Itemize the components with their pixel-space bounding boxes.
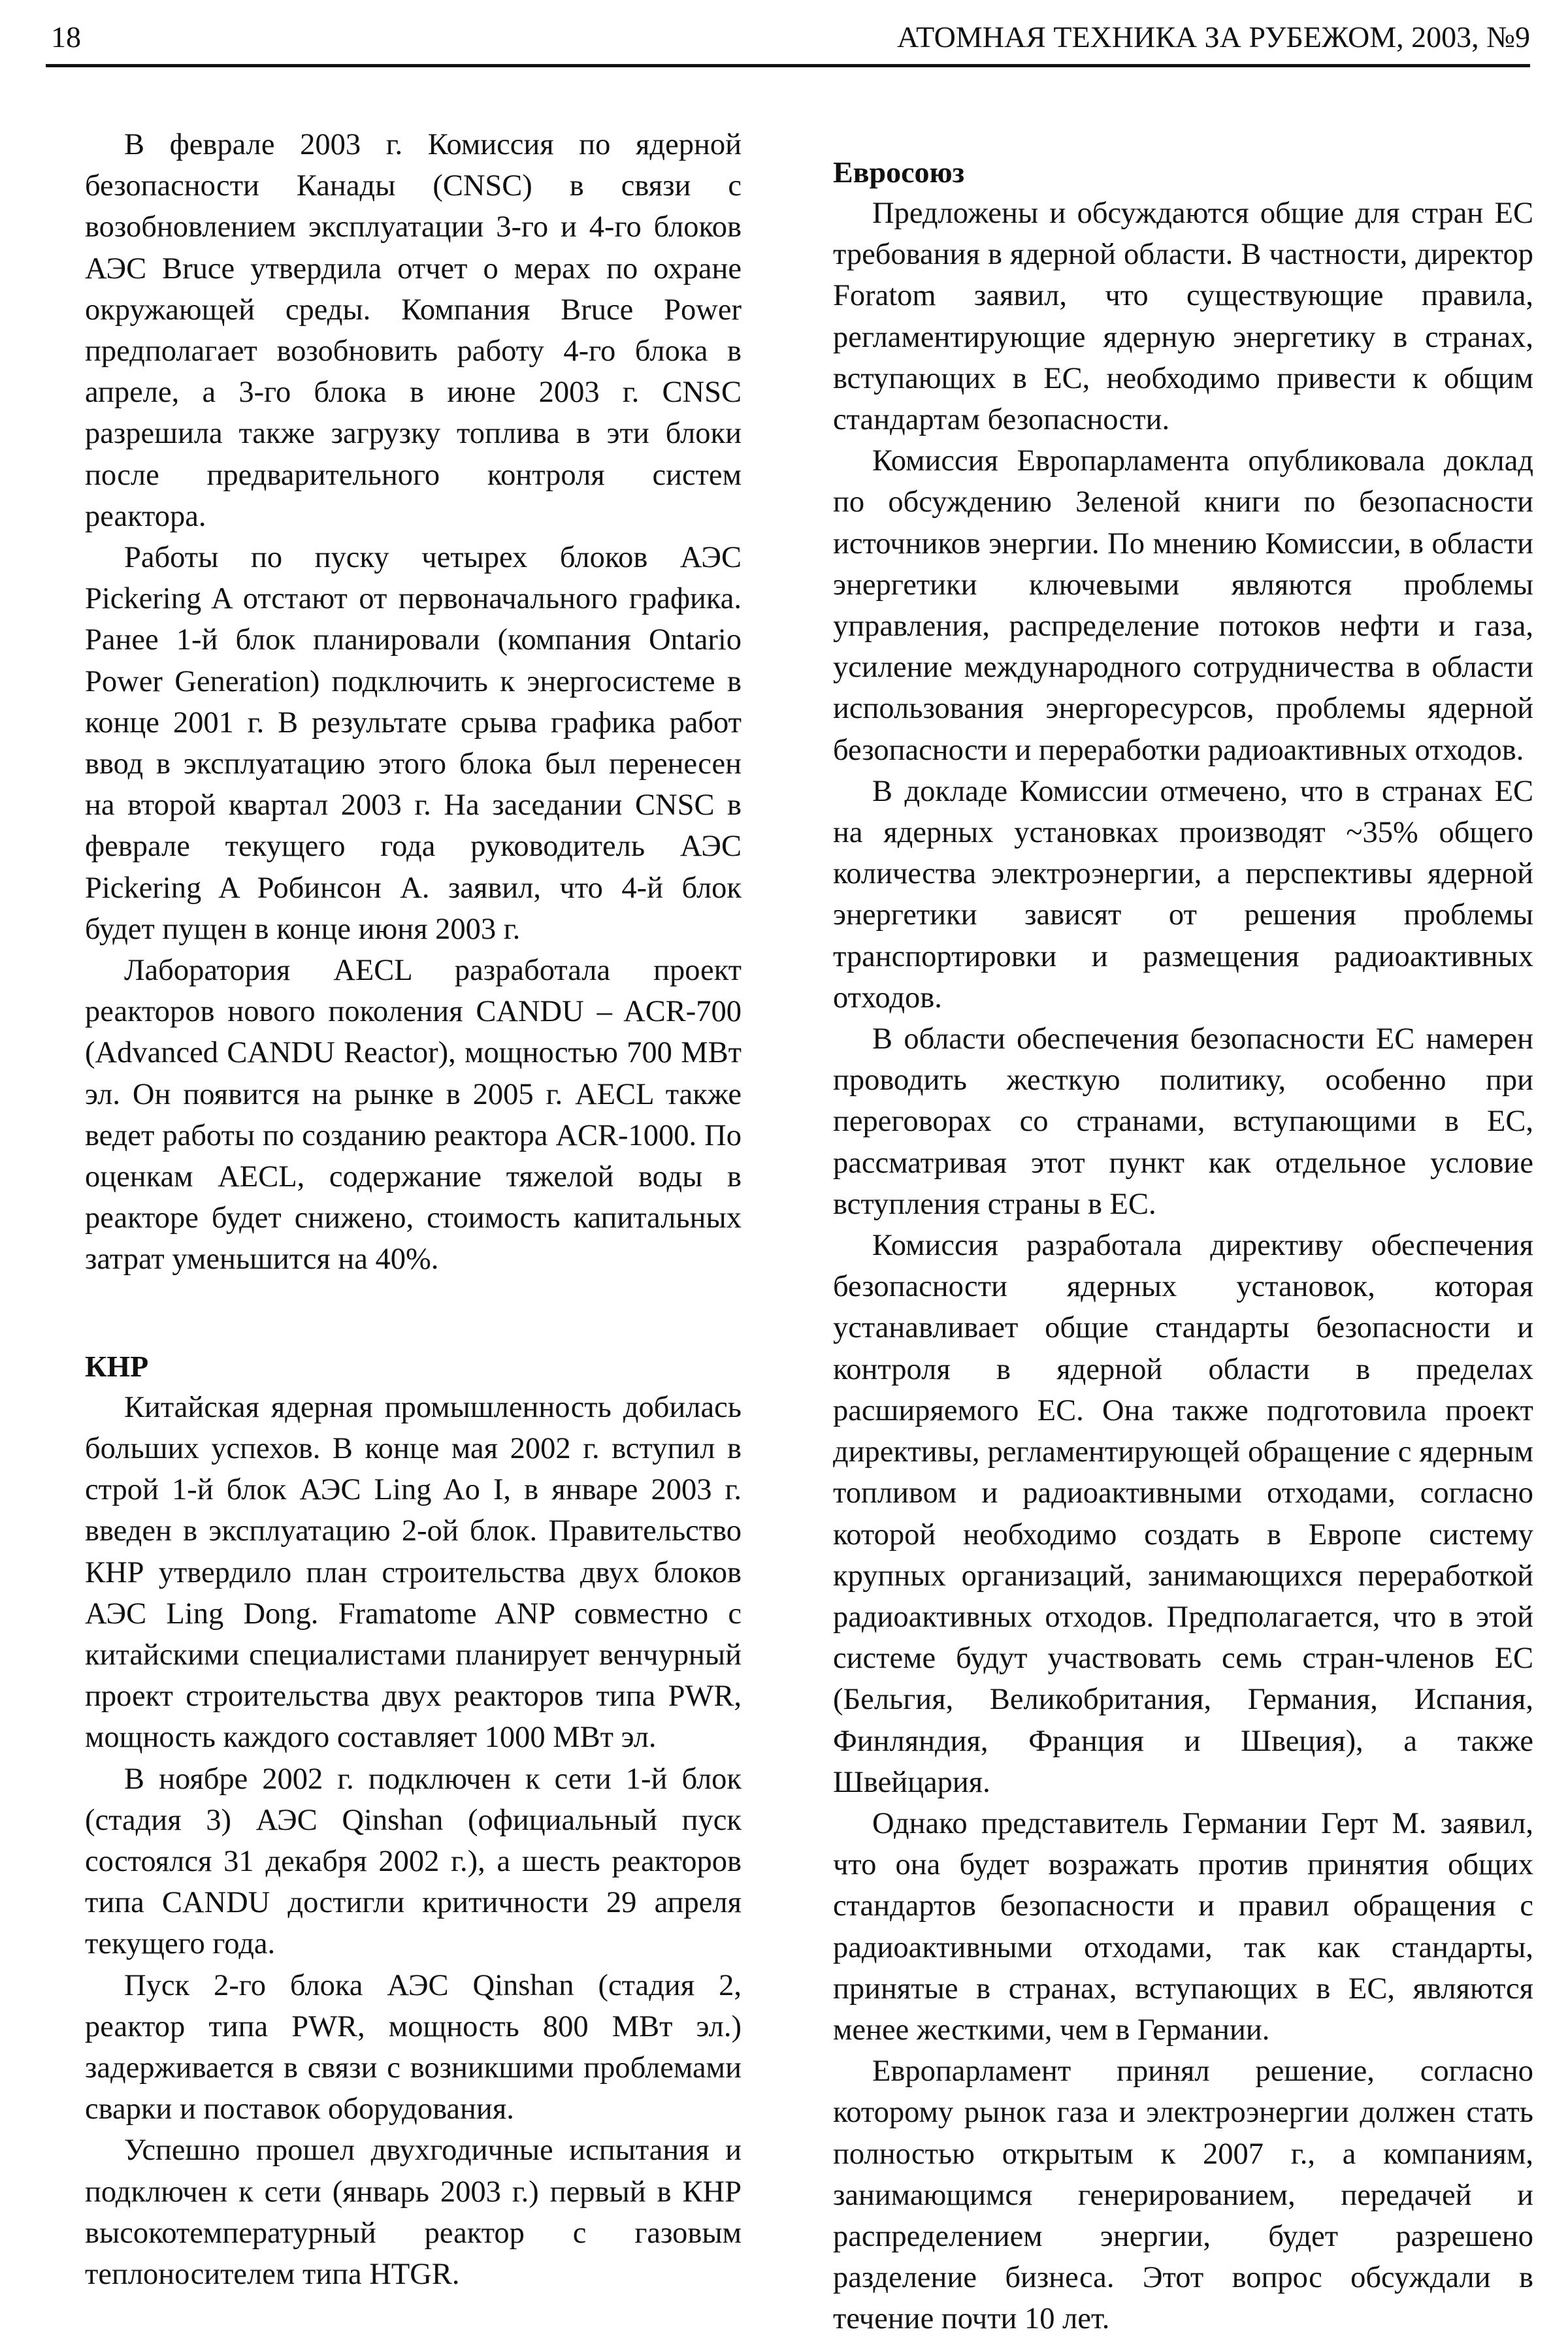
section-heading-eu: Евросоюз (833, 155, 965, 189)
page-number: 18 (51, 20, 81, 54)
paragraph: Пуск 2-го блока АЭС Qinshan (стадия 2, реактор типа PWR, мощность 800 МВт эл.) задерживается в связи с возникшими проблемами сварки и поставок оборудования. (85, 1968, 742, 2126)
journal-title: АТОМНАЯ ТЕХНИКА ЗА РУБЕЖОМ, 2003, №9 (896, 20, 1530, 54)
paragraph: Комиссия разработала директиву обеспечения безопасности ядерных установок, которая устанавливает общие стандарты безопасности и контроля в ядерной области в пределах расширяемого ЕС. Она также подготовила проект директивы, регламентирующей обращение с ядерным топливом и радиоактивными отходами, согласно которой необходимо создать в Европе систему крупных организаций, занимающихся переработкой радиоактивных отходов. Предполагается, что в этой системе будут участвовать семь стран-членов ЕС (Бельгия, Великобритания, Германия, Испания, Финляндия, Франция и Швеция), а также Швейцария. (833, 1229, 1533, 1799)
paragraph: В докладе Комиссии отмечено, что в странах ЕС на ядерных установках производят ~35% общего количества электроэнергии, а перспективы ядерной энергетики зависят от решения проблемы транспортировки и размещения радиоактивных отходов. (833, 774, 1533, 1015)
paragraph: Успешно прошел двухгодичные испытания и подключен к сети (январь 2003 г.) первый в КНР высокотемпературный реактор с газовым теплоносителем типа HTGR. (85, 2134, 742, 2291)
right-column (833, 152, 1533, 2340)
paragraph: Лаборатория AECL разработала проект реакторов нового поколения CANDU – ACR-700 (Advanced CANDU Reactor), мощностью 700 МВт эл. Он появится на рынке в 2005 г. AECL также ведет работы по созданию реактора ACR-1000. По оценкам AECL, содержание тяжелой воды в реакторе будет снижено, стоимость капитальных затрат уменьшится на 40%. (85, 954, 742, 1276)
paragraph: В феврале 2003 г. Комиссия по ядерной безопасности Канады (CNSC) в связи с возобновлением эксплуатации 3-го и 4-го блоков АЭС Bruce утвердила отчет о мерах по охране окружающей среды. Компания Bruce Power предполагает возобновить работу 4-го блока в апреле, а 3-го блока в июне 2003 г. CNSC разрешила также загрузку топлива в эти блоки после предварительного контроля систем реактора. (85, 128, 742, 533)
header-rule (46, 64, 1530, 67)
paragraph: Китайская ядерная промышленность добилась больших успехов. В конце мая 2002 г. вступил в строй 1-й блок АЭС Ling Ao I, в январе 2003 г. введен в эксплуатацию 2-ой блок. Правительство КНР утвердило план строительства двух блоков АЭС Ling Dong. Framatome ANP совместно с китайскими специалистами планирует венчурный проект строительства двух реакторов типа PWR, мощность каждого составляет 1000 МВт эл. (85, 1390, 742, 1755)
paragraph: Европарламент принял решение, согласно которому рынок газа и электроэнергии должен стать полностью открытым к 2007 г., а компаниям, занимающимся генерированием, передачей и распределением энергии, будет разрешено разделение бизнеса. Этот вопрос обсуждали в течение почти 10 лет. (833, 2055, 1533, 2336)
paragraph: Комиссия Европарламента опубликовала доклад по обсуждению Зеленой книги по безопасности источников энергии. По мнению Комиссии, в области энергетики ключевыми являются проблемы управления, распределение потоков нефти и газа, усиление международного сотрудничества в области использования энергоресурсов, проблемы ядерной безопасности и переработки радиоактивных отходов. (833, 444, 1533, 767)
section-heading-china: КНР (85, 1349, 149, 1383)
paragraph: В области обеспечения безопасности ЕС намерен проводить жесткую политику, особенно при переговорах со странами, вступающими в ЕС, рассматривая этот пункт как отдельное условие вступления страны в ЕС. (833, 1022, 1533, 1221)
paragraph: В ноябре 2002 г. подключен к сети 1-й блок (стадия 3) АЭС Qinshan (официальный пуск состоялся 31 декабря 2002 г.), а шесть реакторов типа CANDU достигли критичности 29 апреля текущего года. (85, 1762, 742, 1961)
paragraph: Работы по пуску четырех блоков АЭС Pickering A отстают от первоначального графика. Ранее 1-й блок планировали (компания Ontario Power Generation) подключить к энергосистеме в конце 2001 г. В результате срыва графика работ ввод в эксплуатацию этого блока был перенесен на второй квартал 2003 г. На заседании CNSC в феврале текущего года руководитель АЭС Pickering A Робинсон А. заявил, что 4-й блок будет пущен в конце июня 2003 г. (85, 541, 742, 946)
left-column (85, 124, 742, 2295)
paragraph: Однако представитель Германии Герт М. заявил, что она будет возражать против принятия общих стандартов безопасности и правил обращения с радиоактивными отходами, так как стандарты, принятые в странах, вступающих в ЕС, являются менее жесткими, чем в Германии. (833, 1806, 1533, 2047)
paragraph: Предложены и обсуждаются общие для стран ЕС требования в ядерной области. В частности, директор Foratom заявил, что существующие правила, регламентирующие ядерную энергетику в странах, вступающих в ЕС, необходимо привести к общим стандартам безопасности. (833, 197, 1533, 437)
